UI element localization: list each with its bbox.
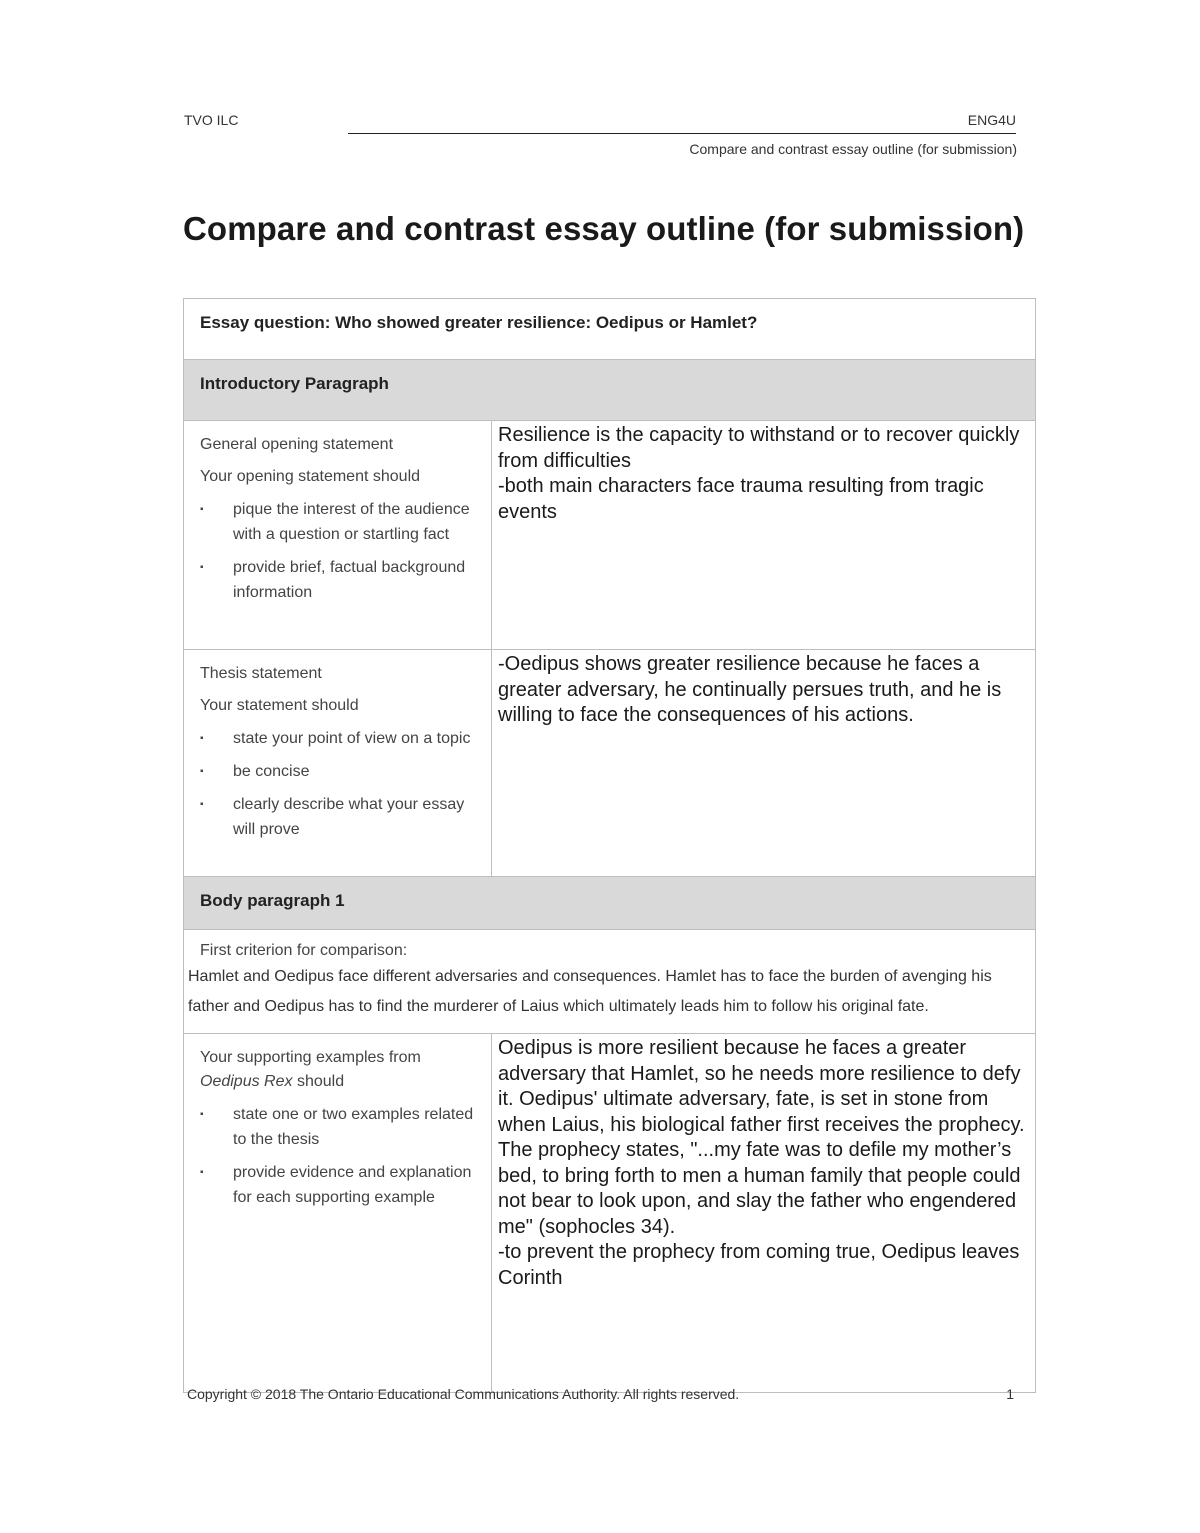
list-item: ▪ state one or two examples related to the thesis	[200, 1102, 475, 1152]
page-title: Compare and contrast essay outline (for submission)	[183, 210, 1025, 247]
footer-copyright: Copyright © 2018 The Ontario Educational Communications Authority. All rights reserved.	[187, 1386, 740, 1402]
list-item: ▪ provide evidence and explanation for each supporting example	[200, 1160, 475, 1210]
thesis-instruction: Your statement should	[200, 697, 359, 714]
examples-label	[200, 1046, 475, 1094]
examples-answer[interactable]	[492, 1034, 1036, 1393]
opening-answer[interactable]	[492, 421, 1036, 650]
page-number: 1	[1006, 1386, 1014, 1402]
opening-instructions	[184, 421, 492, 650]
opening-row	[184, 421, 1036, 650]
opening-instruction: Your opening statement should	[200, 468, 421, 485]
list-item: ▪ state your point of view on a topic	[200, 726, 475, 751]
list-item: ▪ provide brief, factual background information	[200, 555, 475, 605]
examples-bullets	[200, 1102, 475, 1210]
intro-heading: Introductory Paragraph	[184, 360, 1036, 421]
opening-label: General opening statement	[200, 436, 394, 453]
header-course: ENG4U	[967, 112, 1016, 128]
criterion-cell[interactable]	[184, 930, 1036, 1034]
list-item: ▪ clearly describe what your essay will prove	[200, 792, 475, 842]
examples-instructions	[184, 1034, 492, 1393]
header-rule	[348, 133, 1016, 134]
list-item: ▪ be concise	[200, 759, 475, 784]
outline-table	[183, 298, 1036, 1393]
thesis-bullets	[200, 726, 475, 842]
examples-row	[184, 1034, 1036, 1393]
opening-bullets	[200, 497, 475, 605]
essay-question-row	[184, 299, 1036, 360]
examples-label-end: should	[296, 1073, 345, 1090]
thesis-answer[interactable]	[492, 650, 1036, 877]
criterion-row	[184, 930, 1036, 1034]
essay-question: Essay question: Who showed greater resilience: Oedipus or Hamlet?	[184, 299, 1036, 360]
header-org: TVO ILC	[184, 112, 239, 128]
thesis-instructions	[184, 650, 492, 877]
header-subtitle: Compare and contrast essay outline (for submission)	[689, 141, 1017, 157]
body1-heading-row	[184, 877, 1036, 930]
thesis-row	[184, 650, 1036, 877]
thesis-label: Thesis statement	[200, 665, 322, 682]
criterion-label: First criterion for comparison:	[200, 942, 408, 959]
body1-heading: Body paragraph 1	[184, 877, 1036, 930]
criterion-text: Hamlet and Oedipus face different adversaries and consequences. Hamlet has to face the burden of avenging his father and Oedipus has to find the murderer of Laius which ultimately leads him to follow his original fate.	[188, 968, 992, 1015]
examples-label-italic: Oedipus Rex	[200, 1073, 293, 1090]
examples-label-start: Your supporting examples from	[200, 1049, 421, 1066]
examples-answer-text: Oedipus is more resilient because he faces a greater adversary that Hamlet, so he needs more resilience to defy it. Oedipus' ultimate adversary, fate, is set in stone from when Laius, his biological father first receives the prophecy. The prophecy states, "...my fate was to defile my mother’s bed, to bring forth to men a human family that people could not bear to look upon, and slay the father who engendered me" (sophocles 34). -to prevent the prophecy from coming true, Oedipus leaves Corinth	[498, 1037, 1025, 1289]
intro-heading-row	[184, 360, 1036, 421]
list-item: ▪ pique the interest of the audience with a question or startling fact	[200, 497, 475, 547]
opening-answer-text: Resilience is the capacity to withstand or to recover quickly from difficulties -both main characters face trauma resulting from tragic events	[498, 424, 1020, 523]
thesis-answer-text: -Oedipus shows greater resilience because he faces a greater adversary, he continually persues truth, and he is willing to face the consequences of his actions.	[498, 653, 1002, 726]
